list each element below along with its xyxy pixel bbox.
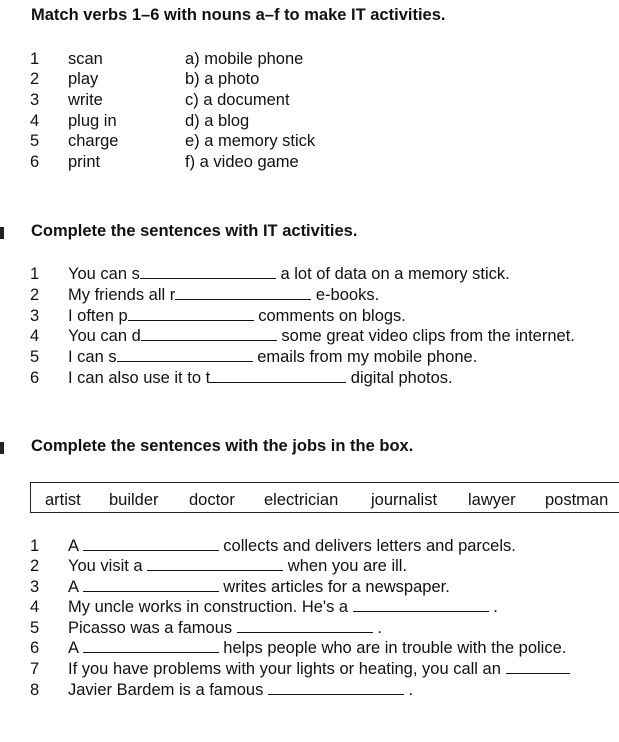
sentence (68, 285, 379, 305)
answer-blank[interactable] (141, 326, 277, 341)
sentence-start: A (68, 578, 79, 596)
verb: plug in (68, 112, 117, 130)
sentence-start: I can also use it to t (68, 369, 211, 387)
answer-blank[interactable] (83, 638, 219, 653)
sentence (68, 618, 382, 638)
sentence (68, 326, 575, 346)
sentence-end: a lot of data on a memory stick. (280, 265, 510, 283)
sentence (68, 680, 413, 700)
box-word: lawyer (468, 491, 516, 509)
item-number: 2 (30, 70, 40, 88)
box-word: builder (109, 491, 159, 509)
sentence (68, 659, 570, 679)
box-word: journalist (371, 491, 438, 509)
sentence-end: comments on blogs. (258, 307, 406, 325)
sentence (68, 536, 516, 556)
item-number: 8 (30, 681, 40, 699)
noun: e) a memory stick (185, 132, 316, 150)
sentence-end: writes articles for a newspaper. (223, 578, 450, 596)
item-number: 6 (30, 369, 40, 387)
sentence-end: . (493, 598, 498, 616)
item-number: 2 (30, 286, 40, 304)
item-number: 7 (30, 660, 40, 678)
sentence-start: I can s (68, 348, 117, 366)
sentence-end: collects and delivers letters and parcels. (223, 537, 516, 555)
item-number: 4 (30, 112, 40, 130)
item-number: 4 (30, 327, 40, 345)
verb: print (68, 153, 101, 171)
sentence-end: digital photos. (350, 369, 453, 387)
sentence-start: A (68, 639, 79, 657)
item-number: 1 (30, 537, 40, 555)
answer-blank[interactable] (268, 680, 404, 695)
sentence-end: emails from my mobile phone. (257, 348, 478, 366)
sentence-end: when you are ill. (287, 557, 408, 575)
item-number: 3 (30, 578, 40, 596)
answer-blank[interactable] (237, 618, 373, 633)
box-word: postman (545, 491, 609, 509)
answer-blank[interactable] (140, 264, 276, 279)
answer-blank[interactable] (353, 597, 489, 612)
answer-blank[interactable] (175, 285, 311, 300)
item-number: 6 (30, 639, 40, 657)
answer-blank[interactable] (117, 347, 253, 362)
item-number: 1 (30, 50, 40, 68)
sentence-start: A (68, 537, 79, 555)
verb: scan (68, 50, 103, 68)
sentence (68, 347, 477, 367)
noun: c) a document (185, 91, 290, 109)
answer-blank[interactable] (147, 556, 283, 571)
sentence (68, 638, 566, 658)
box-word: doctor (189, 491, 235, 509)
item-number: 5 (30, 132, 40, 150)
sentence-start: My uncle works in construction. He's a (68, 598, 349, 616)
sentence (68, 264, 510, 284)
exercise-1-heading: Match verbs 1–6 with nouns a–f to make IT activities. (31, 6, 446, 24)
noun: b) a photo (185, 70, 260, 88)
word-box (30, 482, 619, 513)
noun: a) mobile phone (185, 50, 304, 68)
sentence-start: If you have problems with your lights or heating, you call an (68, 660, 501, 678)
verb: charge (68, 132, 119, 150)
answer-blank[interactable] (83, 577, 219, 592)
exercise-3-heading: Complete the sentences with the jobs in the box. (31, 437, 414, 455)
sentence-end: . (408, 681, 414, 699)
box-word: electrician (264, 491, 339, 509)
item-number: 3 (30, 307, 40, 325)
sentence-start: I often p (68, 307, 128, 325)
sentence-start: Javier Bardem is a famous (68, 681, 264, 699)
sentence-end: e-books. (315, 286, 380, 304)
sentence (68, 306, 406, 326)
answer-blank[interactable] (128, 306, 254, 321)
sentence-start: You can d (68, 327, 141, 345)
sentence (68, 597, 498, 617)
answer-blank[interactable] (83, 536, 219, 551)
sentence-end: some great video clips from the internet. (281, 327, 575, 345)
answer-blank[interactable] (210, 368, 346, 383)
verb: play (68, 70, 99, 88)
exercise-2-heading: Complete the sentences with IT activities. (31, 222, 358, 240)
sentence (68, 368, 453, 388)
exercise-marker (0, 227, 4, 239)
item-number: 6 (30, 153, 40, 171)
sentence-end: . (377, 619, 382, 637)
item-number: 4 (30, 598, 40, 616)
noun: f) a video game (185, 153, 299, 171)
item-number: 3 (30, 91, 40, 109)
sentence-start: Picasso was a famous (68, 619, 233, 637)
item-number: 1 (30, 265, 40, 283)
answer-blank[interactable] (506, 659, 570, 674)
item-number: 5 (30, 348, 40, 366)
sentence-end: helps people who are in trouble with the police. (223, 639, 567, 657)
noun: d) a blog (185, 112, 250, 130)
sentence-start: My friends all r (68, 286, 176, 304)
sentence (68, 556, 407, 576)
sentence-start: You visit a (68, 557, 143, 575)
exercise-marker (0, 442, 4, 454)
sentence-start: You can s (68, 265, 140, 283)
item-number: 5 (30, 619, 40, 637)
item-number: 2 (30, 557, 40, 575)
sentence (68, 577, 450, 597)
verb: write (68, 91, 103, 109)
box-word: artist (45, 491, 81, 509)
